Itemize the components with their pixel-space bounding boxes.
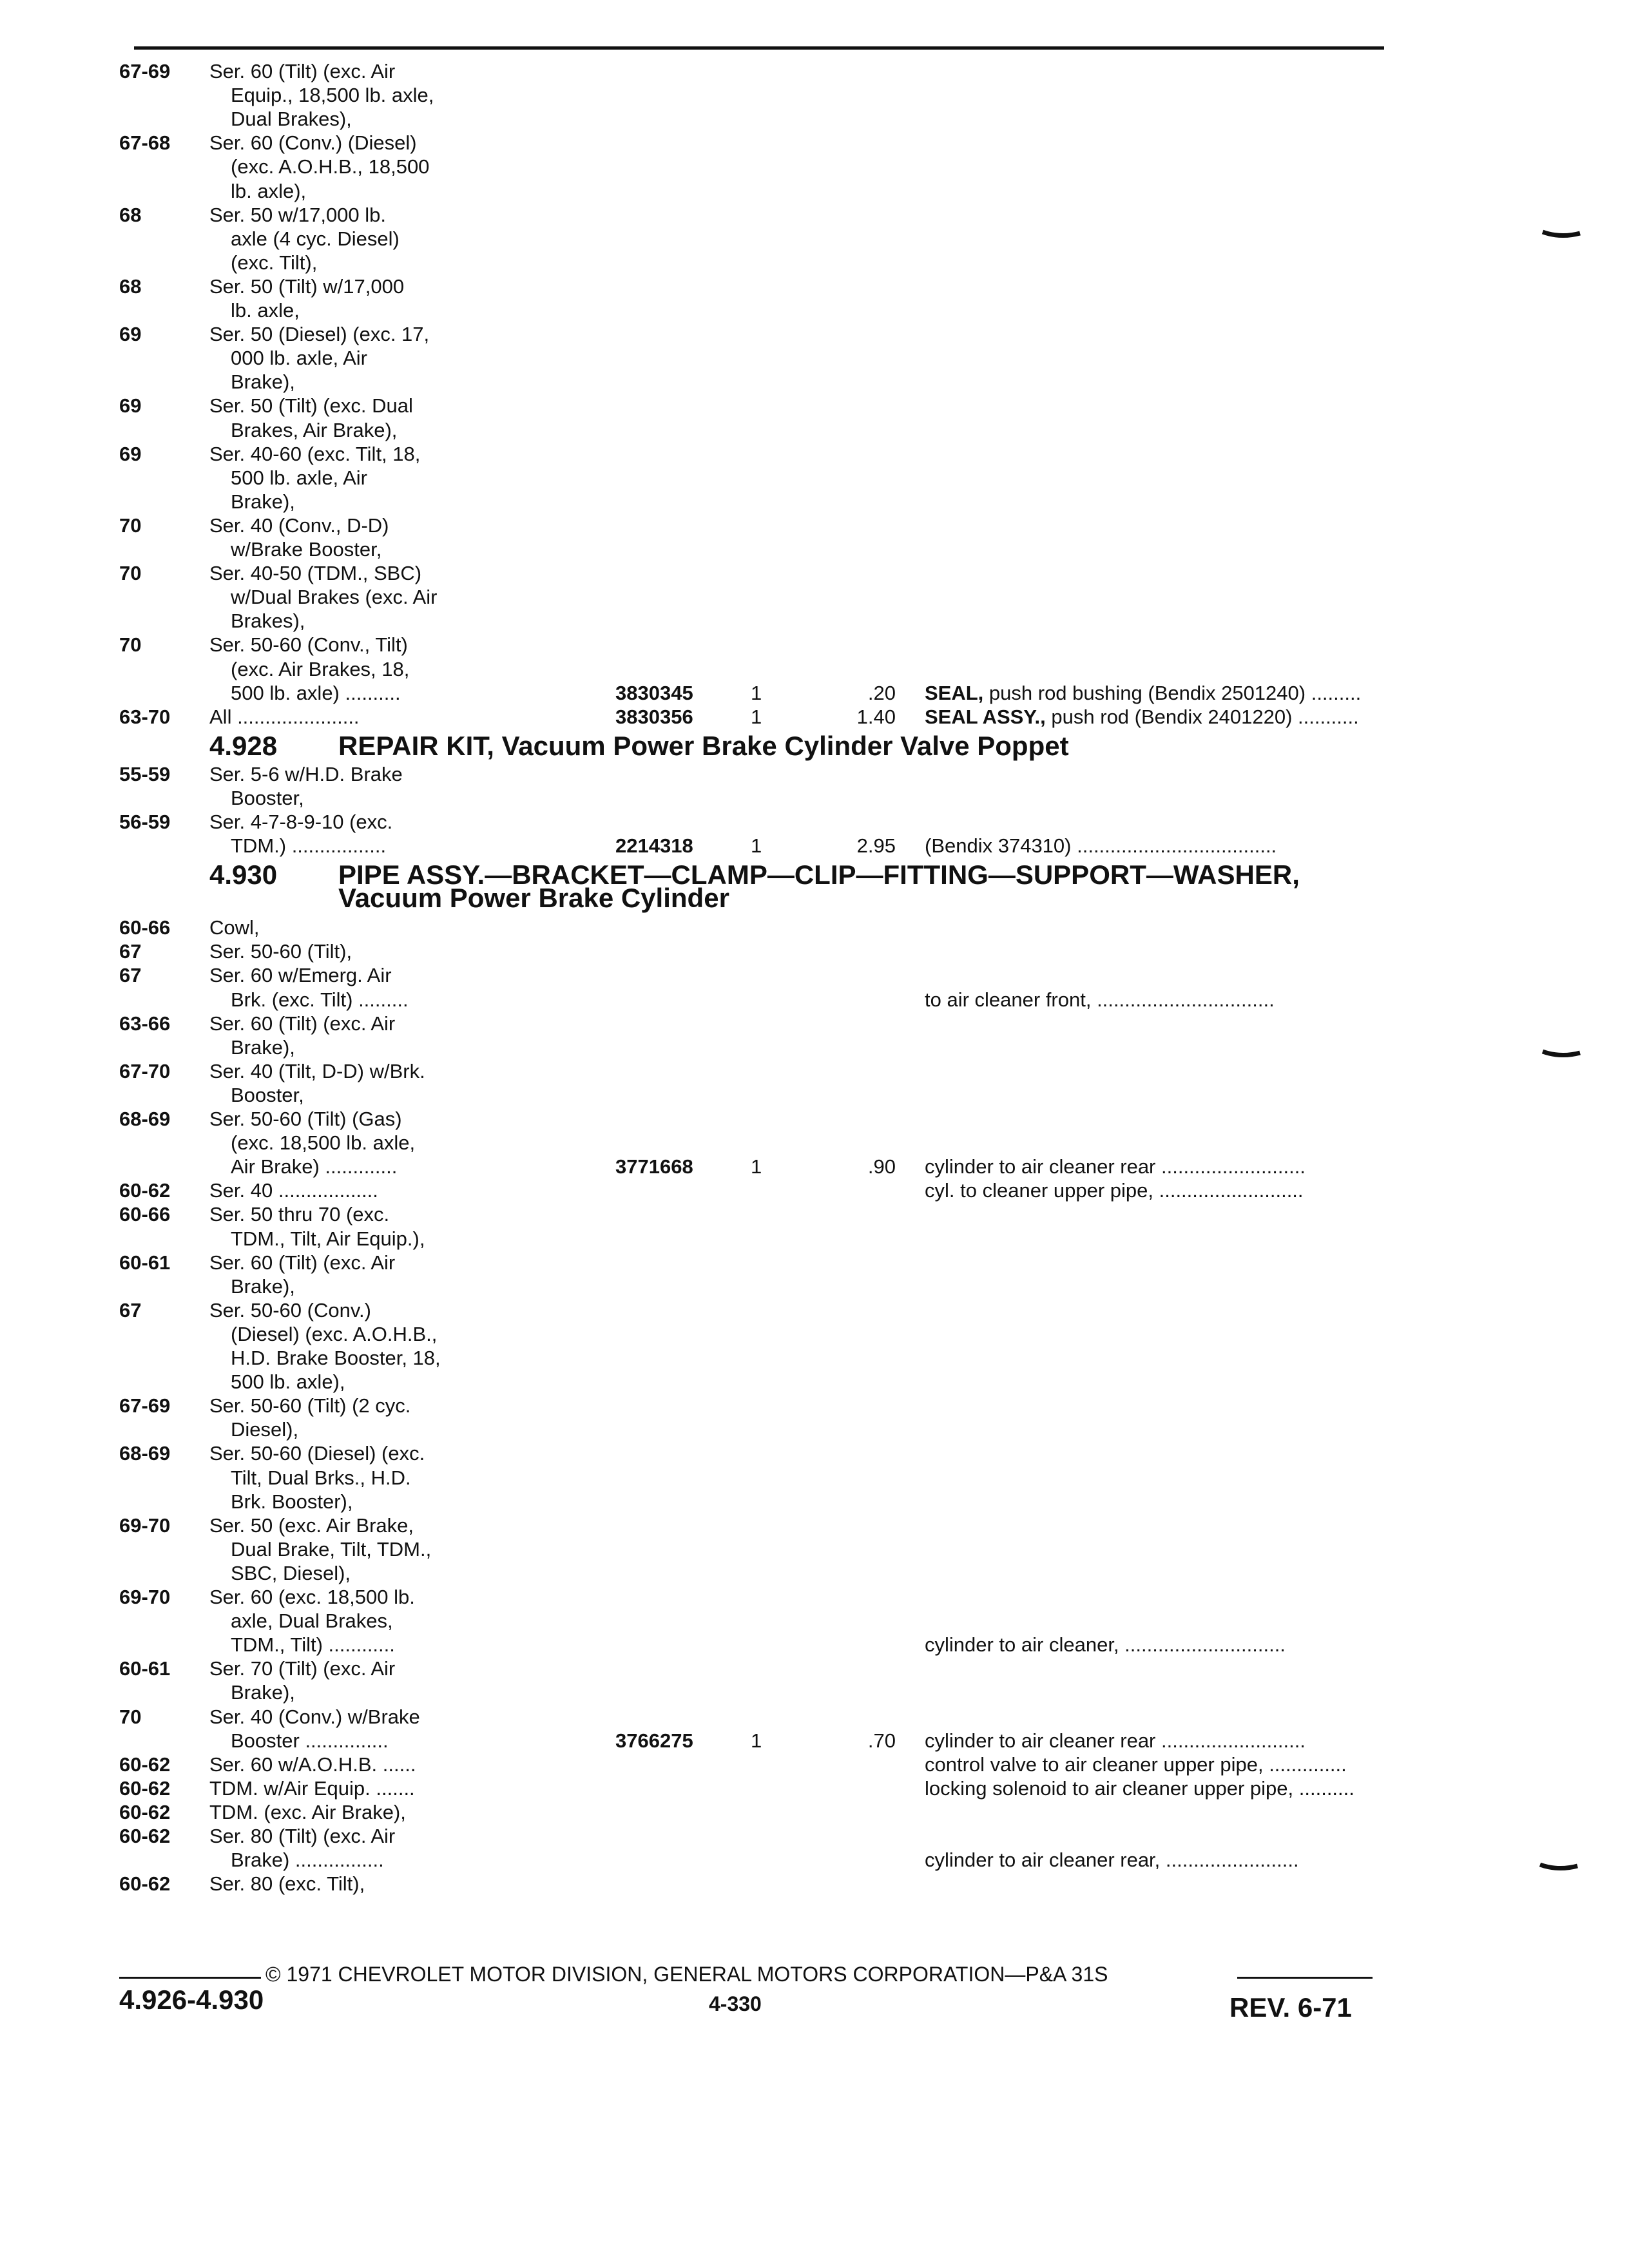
application-text: Ser. 50-60 (Conv.): [209, 1298, 371, 1321]
model-year: 63-66: [119, 1012, 171, 1035]
parts-line: [119, 1155, 1382, 1178]
part-detail: cylinder to air cleaner rear ..........................: [925, 1155, 1306, 1178]
top-rule: [134, 46, 1384, 50]
model-year: 60-62: [119, 1179, 171, 1202]
parts-line: [119, 466, 1382, 490]
application-text: Ser. 60 (exc. 18,500 lb.: [209, 1586, 415, 1608]
parts-line: [119, 1657, 1382, 1680]
application-text: Dual Brakes),: [231, 108, 352, 131]
application-text: Brake),: [231, 490, 295, 513]
parts-line: [119, 1729, 1382, 1753]
parts-line: [119, 916, 1382, 939]
parts-line: [119, 83, 1382, 107]
application-text: Ser. 40 (Tilt, D-D) w/Brk.: [209, 1059, 425, 1082]
application-text: Ser. 40-50 (TDM., SBC): [209, 562, 422, 585]
parts-line: [119, 1824, 1382, 1848]
application-text: lb. axle),: [231, 179, 307, 202]
part-number: 3766275: [615, 1729, 693, 1752]
parts-line: [119, 203, 1382, 227]
application-text: Booster,: [231, 786, 304, 809]
parts-line: [119, 1441, 1382, 1465]
part-detail: push rod (Bendix 2401220) ...........: [1045, 705, 1359, 728]
parts-line: [119, 1848, 1382, 1872]
model-year: 68: [119, 274, 142, 298]
parts-line: [119, 1322, 1382, 1346]
model-year: 70: [119, 633, 142, 657]
model-year: 67-69: [119, 60, 171, 82]
parts-line: [119, 1178, 1382, 1202]
application-text: Brakes),: [231, 610, 305, 633]
parts-line: [119, 1466, 1382, 1490]
part-detail: control valve to air cleaner upper pipe, ..............: [925, 1753, 1347, 1776]
part-description: [925, 1178, 1304, 1202]
application-text: Cowl,: [209, 916, 260, 939]
parts-line: [119, 1035, 1382, 1059]
footer-page-number: 4-330: [709, 1992, 762, 2015]
model-year: 56-59: [119, 811, 171, 833]
model-year: 68-69: [119, 1108, 171, 1130]
application-text: Brake),: [231, 370, 295, 394]
section-title: PIPE ASSY.—BRACKET—CLAMP—CLIP—FITTING—SUPPORT—WASHER,: [338, 860, 1300, 890]
parts-line: [119, 131, 1382, 155]
parts-line: [119, 1083, 1382, 1107]
parts-line: [119, 1872, 1382, 1896]
part-description: [925, 1729, 1306, 1753]
footer-section-range: 4.926-4.930: [119, 1984, 264, 2015]
parts-line: [119, 1705, 1382, 1729]
part-description: [925, 1753, 1347, 1776]
application-text: Ser. 50-60 (Tilt) (Gas): [209, 1108, 402, 1130]
list-price: 2.95: [856, 834, 896, 858]
application-text: Equip., 18,500 lb. axle,: [231, 84, 434, 107]
application-text: (exc. Tilt),: [231, 251, 318, 274]
application-text: Brake) ................: [231, 1849, 384, 1872]
application-text: Tilt, Dual Brks., H.D.: [231, 1466, 411, 1489]
parts-line: [119, 657, 1382, 681]
application-text: Dual Brake, Tilt, TDM.,: [231, 1537, 432, 1561]
parts-line: [119, 1561, 1382, 1585]
parts-line: [119, 490, 1382, 514]
application-text: Booster,: [231, 1083, 304, 1106]
application-text: axle (4 cyc. Diesel): [231, 227, 400, 250]
part-name: SEAL,: [925, 681, 984, 704]
application-text: (exc. A.O.H.B., 18,500: [231, 155, 430, 178]
model-year: 55-59: [119, 762, 171, 785]
part-description: [925, 1633, 1286, 1657]
application-text: Ser. 60 w/A.O.H.B. ......: [209, 1753, 416, 1776]
application-text: Ser. 50-60 (Diesel) (exc.: [209, 1442, 425, 1465]
part-number: 3830356: [615, 705, 693, 728]
parts-line: [119, 179, 1382, 203]
list-price: .90: [867, 1155, 896, 1178]
model-year: 70: [119, 1705, 142, 1728]
application-text: Ser. 40-60 (exc. Tilt, 18,: [209, 442, 421, 465]
application-text: Ser. 50 (Diesel) (exc. 17,: [209, 323, 430, 346]
parts-line: [119, 251, 1382, 274]
application-text: lb. axle,: [231, 299, 300, 322]
application-text: Ser. 50-60 (Conv., Tilt): [209, 633, 408, 657]
application-text: 500 lb. axle, Air: [231, 466, 367, 489]
application-text: Ser. 60 (Conv.) (Diesel): [209, 131, 417, 155]
parts-line: [119, 1753, 1382, 1776]
parts-line: [119, 1346, 1382, 1370]
parts-line: [119, 681, 1382, 705]
application-text: Ser. 60 (Tilt) (exc. Air: [209, 1012, 396, 1035]
application-text: axle, Dual Brakes,: [231, 1610, 393, 1633]
margin-tick-mark: [1539, 1862, 1579, 1872]
part-description: [925, 1848, 1299, 1872]
parts-line: [119, 1107, 1382, 1131]
application-text: Brake),: [231, 1274, 295, 1298]
application-text: Air Brake) .............: [231, 1155, 398, 1178]
part-description: [925, 988, 1275, 1012]
parts-line: [119, 988, 1382, 1012]
model-year: 68: [119, 203, 142, 226]
parts-line: [119, 1537, 1382, 1561]
parts-line: [119, 322, 1382, 346]
model-year: 69-70: [119, 1586, 171, 1608]
application-text: (exc. Air Brakes, 18,: [231, 657, 410, 680]
parts-line: [119, 786, 1382, 810]
application-text: (exc. 18,500 lb. axle,: [231, 1131, 416, 1155]
application-text: TDM. w/Air Equip. .......: [209, 1776, 415, 1800]
application-text: w/Dual Brakes (exc. Air: [231, 586, 438, 609]
parts-line: [119, 1059, 1382, 1083]
list-price: 1.40: [856, 705, 896, 728]
section-number: 4.930: [209, 860, 278, 890]
model-year: 60-62: [119, 1872, 171, 1896]
application-text: TDM.) .................: [231, 834, 387, 858]
parts-line: [119, 585, 1382, 609]
part-number: 3771668: [615, 1155, 693, 1178]
model-year: 60-66: [119, 916, 171, 939]
part-detail: cyl. to cleaner upper pipe, ..........................: [925, 1179, 1304, 1202]
parts-line: [119, 1370, 1382, 1394]
parts-line: [119, 59, 1382, 83]
section-title-continued: Vacuum Power Brake Cylinder: [338, 883, 729, 914]
application-text: 500 lb. axle),: [231, 1370, 345, 1394]
application-text: All ......................: [209, 705, 360, 728]
parts-line: [119, 1585, 1382, 1609]
part-description: [925, 681, 1361, 705]
part-description: [925, 1155, 1306, 1178]
application-text: SBC, Diesel),: [231, 1561, 351, 1584]
application-text: Ser. 50 thru 70 (exc.: [209, 1203, 390, 1226]
section-number: 4.928: [209, 730, 278, 761]
footer-copyright: © 1971 CHEVROLET MOTOR DIVISION, GENERAL MOTORS CORPORATION—P&A 31S: [265, 1963, 1108, 1986]
application-text: w/Brake Booster,: [231, 538, 382, 561]
application-text: Ser. 40 ..................: [209, 1179, 378, 1202]
quantity: 1: [751, 681, 762, 704]
parts-line: [119, 1418, 1382, 1441]
model-year: 67-70: [119, 1059, 171, 1082]
application-text: Ser. 40 (Conv.) w/Brake: [209, 1705, 420, 1728]
application-text: Booster ...............: [231, 1729, 389, 1752]
parts-line: [119, 418, 1382, 442]
parts-line: [119, 537, 1382, 561]
quantity: 1: [751, 834, 762, 858]
parts-line: [119, 609, 1382, 633]
application-text: Ser. 60 w/Emerg. Air: [209, 964, 392, 987]
application-text: Ser. 50 w/17,000 lb.: [209, 203, 387, 226]
model-year: 67: [119, 964, 142, 987]
part-number: 3830345: [615, 681, 693, 704]
model-year: 60-61: [119, 1251, 171, 1274]
parts-line: [119, 1394, 1382, 1418]
application-text: Ser. 50-60 (Tilt) (2 cyc.: [209, 1394, 411, 1418]
section-title: REPAIR KIT, Vacuum Power Brake Cylinder Valve Poppet: [338, 730, 1069, 761]
model-year: 60-62: [119, 1825, 171, 1847]
application-text: TDM. (exc. Air Brake),: [209, 1800, 406, 1823]
application-text: TDM., Tilt) ............: [231, 1633, 395, 1657]
parts-line: [119, 442, 1382, 466]
application-text: Ser. 5-6 w/H.D. Brake: [209, 762, 403, 785]
parts-line: [119, 1490, 1382, 1514]
margin-tick-mark: [1541, 229, 1581, 240]
application-text: Ser. 60 (Tilt) (exc. Air: [209, 60, 396, 82]
footer-rule-right: [1237, 1977, 1373, 1979]
model-year: 69: [119, 394, 142, 418]
parts-line: [119, 370, 1382, 394]
parts-line: [119, 1633, 1382, 1657]
part-name: SEAL ASSY.,: [925, 705, 1046, 728]
parts-line: [119, 810, 1382, 834]
model-year: 69: [119, 323, 142, 346]
application-text: 000 lb. axle, Air: [231, 347, 367, 370]
parts-line: [119, 633, 1382, 657]
footer-revision: REV. 6-71: [1229, 1992, 1352, 2023]
parts-line: [119, 155, 1382, 178]
part-detail: to air cleaner front, ................................: [925, 988, 1275, 1011]
parts-line: [119, 394, 1382, 418]
parts-line: [119, 1251, 1382, 1274]
list-price: .20: [867, 681, 896, 704]
parts-line: [119, 1202, 1382, 1226]
model-year: 67-69: [119, 1394, 171, 1418]
quantity: 1: [751, 1729, 762, 1752]
parts-line: [119, 1274, 1382, 1298]
parts-line: [119, 298, 1382, 322]
footer-rule-left: [119, 1977, 261, 1979]
parts-line: [119, 1514, 1382, 1537]
parts-line: [119, 939, 1382, 963]
parts-line: [119, 1131, 1382, 1155]
model-year: 67-68: [119, 131, 171, 155]
model-year: 67: [119, 940, 142, 963]
parts-line: [119, 346, 1382, 370]
parts-line: [119, 227, 1382, 251]
parts-line: [119, 1227, 1382, 1251]
parts-line: [119, 274, 1382, 298]
quantity: 1: [751, 705, 762, 728]
model-year: 60-62: [119, 1800, 171, 1823]
quantity: 1: [751, 1155, 762, 1178]
application-text: Brakes, Air Brake),: [231, 418, 398, 441]
application-text: Ser. 80 (Tilt) (exc. Air: [209, 1825, 396, 1847]
application-text: Ser. 4-7-8-9-10 (exc.: [209, 811, 393, 833]
application-text: Ser. 50 (Tilt) w/17,000: [209, 274, 405, 298]
parts-line: [119, 762, 1382, 786]
parts-line: [119, 1800, 1382, 1824]
application-text: Diesel),: [231, 1418, 299, 1441]
list-price: .70: [867, 1729, 896, 1752]
parts-line: [119, 1776, 1382, 1800]
application-text: H.D. Brake Booster, 18,: [231, 1347, 441, 1369]
application-text: Ser. 70 (Tilt) (exc. Air: [209, 1657, 396, 1680]
part-description: [925, 705, 1359, 729]
model-year: 63-70: [119, 705, 171, 728]
model-year: 60-61: [119, 1657, 171, 1680]
application-text: Brake),: [231, 1035, 295, 1059]
model-year: 60-62: [119, 1753, 171, 1776]
application-text: Brake),: [231, 1681, 295, 1704]
part-number: 2214318: [615, 834, 693, 858]
model-year: 60-66: [119, 1203, 171, 1226]
application-text: Ser. 80 (exc. Tilt),: [209, 1872, 365, 1896]
parts-line: [119, 963, 1382, 987]
part-detail: cylinder to air cleaner rear, ........................: [925, 1849, 1299, 1872]
part-detail: push rod bushing (Bendix 2501240) .........: [983, 681, 1362, 704]
model-year: 67: [119, 1298, 142, 1321]
application-text: Ser. 50 (Tilt) (exc. Dual: [209, 394, 413, 418]
model-year: 68-69: [119, 1442, 171, 1465]
parts-line: [119, 1609, 1382, 1633]
part-description: [925, 834, 1277, 858]
parts-line: [119, 107, 1382, 131]
model-year: 60-62: [119, 1776, 171, 1800]
parts-line: [119, 705, 1382, 729]
application-text: TDM., Tilt, Air Equip.),: [231, 1227, 425, 1250]
application-text: 500 lb. axle) ..........: [231, 681, 401, 704]
model-year: 70: [119, 514, 142, 537]
application-text: (Diesel) (exc. A.O.H.B.,: [231, 1322, 438, 1345]
parts-line: [119, 834, 1382, 858]
part-description: [925, 1776, 1354, 1800]
parts-line: [119, 1680, 1382, 1704]
model-year: 70: [119, 562, 142, 585]
margin-tick-mark: [1541, 1049, 1581, 1059]
model-year: 69-70: [119, 1514, 171, 1537]
part-detail: cylinder to air cleaner, .............................: [925, 1633, 1286, 1657]
part-detail: cylinder to air cleaner rear ..........................: [925, 1729, 1306, 1752]
application-text: Brk. (exc. Tilt) .........: [231, 988, 409, 1011]
model-year: 69: [119, 442, 142, 465]
parts-line: [119, 561, 1382, 585]
application-text: Ser. 60 (Tilt) (exc. Air: [209, 1251, 396, 1274]
application-text: Ser. 50-60 (Tilt),: [209, 940, 352, 963]
application-text: Ser. 40 (Conv., D-D): [209, 514, 389, 537]
parts-line: [119, 1012, 1382, 1035]
application-text: Brk. Booster),: [231, 1490, 353, 1513]
parts-line: [119, 1298, 1382, 1322]
part-detail: (Bendix 374310) ....................................: [925, 834, 1277, 858]
parts-line: [119, 514, 1382, 537]
part-detail: locking solenoid to air cleaner upper pipe, ..........: [925, 1776, 1354, 1800]
application-text: Ser. 50 (exc. Air Brake,: [209, 1514, 414, 1537]
